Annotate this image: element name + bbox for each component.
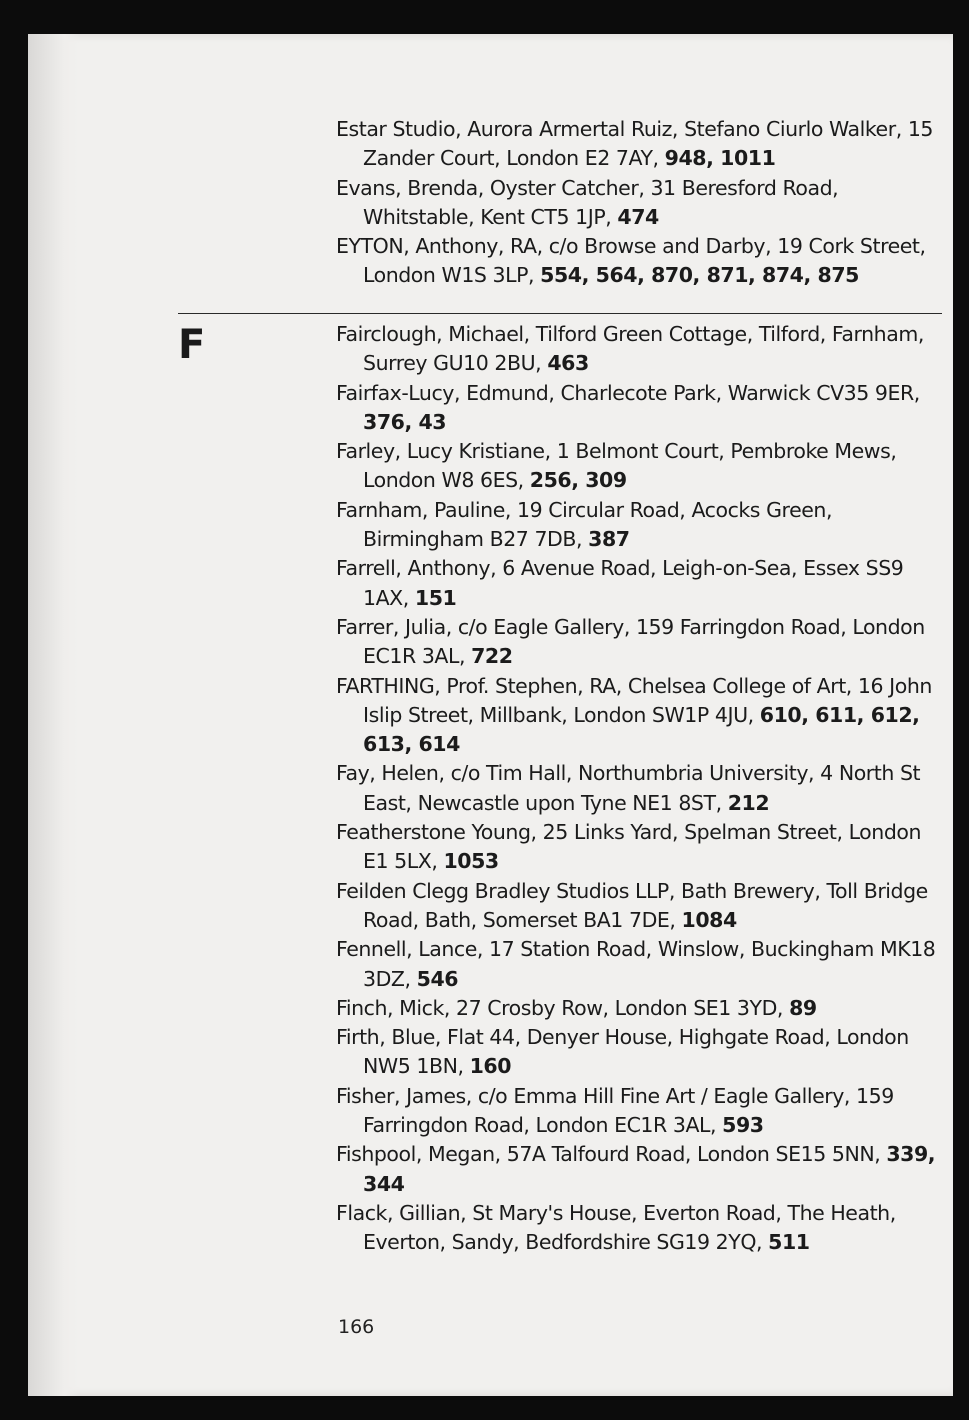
entry-text: Fisher, James, c/o Emma Hill Fine Art / Eagle Gallery, 159 Farringdon Road, London EC1R 3AL, bbox=[336, 1083, 894, 1138]
entry-refs: 554, 564, 870, 871, 874, 875 bbox=[540, 263, 859, 288]
page-number: 166 bbox=[338, 1316, 375, 1338]
entry-refs: 376, 43 bbox=[363, 409, 447, 434]
index-entry bbox=[336, 496, 946, 555]
entry-refs: 722 bbox=[471, 644, 513, 669]
entry-text: Firth, Blue, Flat 44, Denyer House, Highgate Road, London NW5 1BN, bbox=[336, 1025, 909, 1079]
entry-text: EYTON, Anthony, RA, c/o Browse and Darby, 19 Cork Street, London W1S 3LP, bbox=[336, 234, 926, 288]
index-entry bbox=[336, 437, 946, 496]
entry-refs: 610, 611, 612, 613, 614 bbox=[363, 702, 920, 757]
entry-text: Feilden Clegg Bradley Studios LLP, Bath Brewery, Toll Bridge Road, Bath, Somerset BA1 7DE, bbox=[336, 878, 928, 932]
index-entry bbox=[336, 613, 946, 672]
entry-refs: 256, 309 bbox=[529, 468, 627, 493]
index-entry bbox=[336, 994, 946, 1023]
entry-text: Fairfax-Lucy, Edmund, Charlecote Park, Warwick CV35 9ER, bbox=[336, 380, 920, 405]
index-entry bbox=[336, 1082, 946, 1141]
index-entry bbox=[336, 877, 946, 936]
index-entry bbox=[336, 672, 946, 760]
entry-refs: 546 bbox=[416, 966, 459, 991]
index-entry bbox=[336, 935, 946, 994]
index-entry bbox=[336, 320, 946, 379]
index-entry bbox=[336, 818, 946, 877]
entry-text: FARTHING, Prof. Stephen, RA, Chelsea College of Art, 16 John Islip Street, Millbank, London SW1P 4JU, bbox=[336, 673, 932, 727]
entry-refs: 511 bbox=[768, 1230, 810, 1255]
index-entry bbox=[336, 379, 946, 438]
entry-refs: 593 bbox=[722, 1113, 764, 1138]
entry-text: Farnham, Pauline, 19 Circular Road, Acocks Green, Birmingham B27 7DB, bbox=[336, 497, 833, 552]
entry-text: Fairclough, Michael, Tilford Green Cottage, Tilford, Farnham, Surrey GU10 2BU, bbox=[336, 322, 924, 376]
entry-refs: 160 bbox=[469, 1054, 512, 1079]
section-divider bbox=[178, 313, 942, 314]
page-gutter-shadow bbox=[28, 34, 80, 1396]
entry-refs: 339, 344 bbox=[363, 1142, 936, 1196]
index-entry bbox=[336, 1023, 946, 1082]
entry-text: Farley, Lucy Kristiane, 1 Belmont Court, Pembroke Mews, London W8 6ES, bbox=[336, 439, 897, 493]
entry-text: Fennell, Lance, 17 Station Road, Winslow, Buckingham MK18 3DZ, bbox=[336, 937, 936, 991]
section-letter: F bbox=[178, 322, 206, 368]
entry-text: Evans, Brenda, Oyster Catcher, 31 Beresford Road, Whitstable, Kent CT5 1JP, bbox=[336, 175, 839, 229]
entry-refs: 387 bbox=[588, 527, 630, 552]
entry-text: Farrell, Anthony, 6 Avenue Road, Leigh-on-Sea, Essex SS9 1AX, bbox=[336, 556, 904, 610]
index-entries-f bbox=[336, 320, 946, 1258]
entry-refs: 1084 bbox=[681, 907, 737, 932]
index-entry bbox=[336, 174, 946, 233]
entry-text: Farrer, Julia, c/o Eagle Gallery, 159 Farringdon Road, London EC1R 3AL, bbox=[336, 614, 925, 669]
entry-refs: 948, 1011 bbox=[664, 146, 776, 171]
entry-refs: 151 bbox=[414, 585, 457, 610]
entry-refs: 212 bbox=[727, 790, 770, 815]
index-entry bbox=[336, 759, 946, 818]
entry-refs: 474 bbox=[617, 204, 659, 229]
index-entry bbox=[336, 115, 946, 174]
entry-text: Fishpool, Megan, 57A Talfourd Road, London SE15 5NN, bbox=[336, 1142, 887, 1167]
entry-text: Fay, Helen, c/o Tim Hall, Northumbria University, 4 North St East, Newcastle upon Tyne NE1 8ST, bbox=[336, 761, 921, 815]
index-entry bbox=[336, 1140, 946, 1199]
entry-refs: 463 bbox=[547, 351, 589, 376]
index-entry bbox=[336, 554, 946, 613]
index-entry bbox=[336, 1199, 946, 1258]
entry-refs: 1053 bbox=[443, 849, 499, 874]
entry-text: Featherstone Young, 25 Links Yard, Spelman Street, London E1 5LX, bbox=[336, 820, 922, 874]
entry-refs: 89 bbox=[789, 995, 817, 1020]
index-entry bbox=[336, 232, 946, 291]
entry-text: Finch, Mick, 27 Crosby Row, London SE1 3YD, bbox=[336, 995, 790, 1020]
entry-text: Estar Studio, Aurora Armertal Ruiz, Stefano Ciurlo Walker, 15 Zander Court, London E2 7AY, bbox=[336, 117, 934, 171]
entry-text: Flack, Gillian, St Mary's House, Everton Road, The Heath, Everton, Sandy, Bedfordshire SG19 2YQ, bbox=[336, 1200, 896, 1255]
index-entries-before bbox=[336, 115, 946, 291]
